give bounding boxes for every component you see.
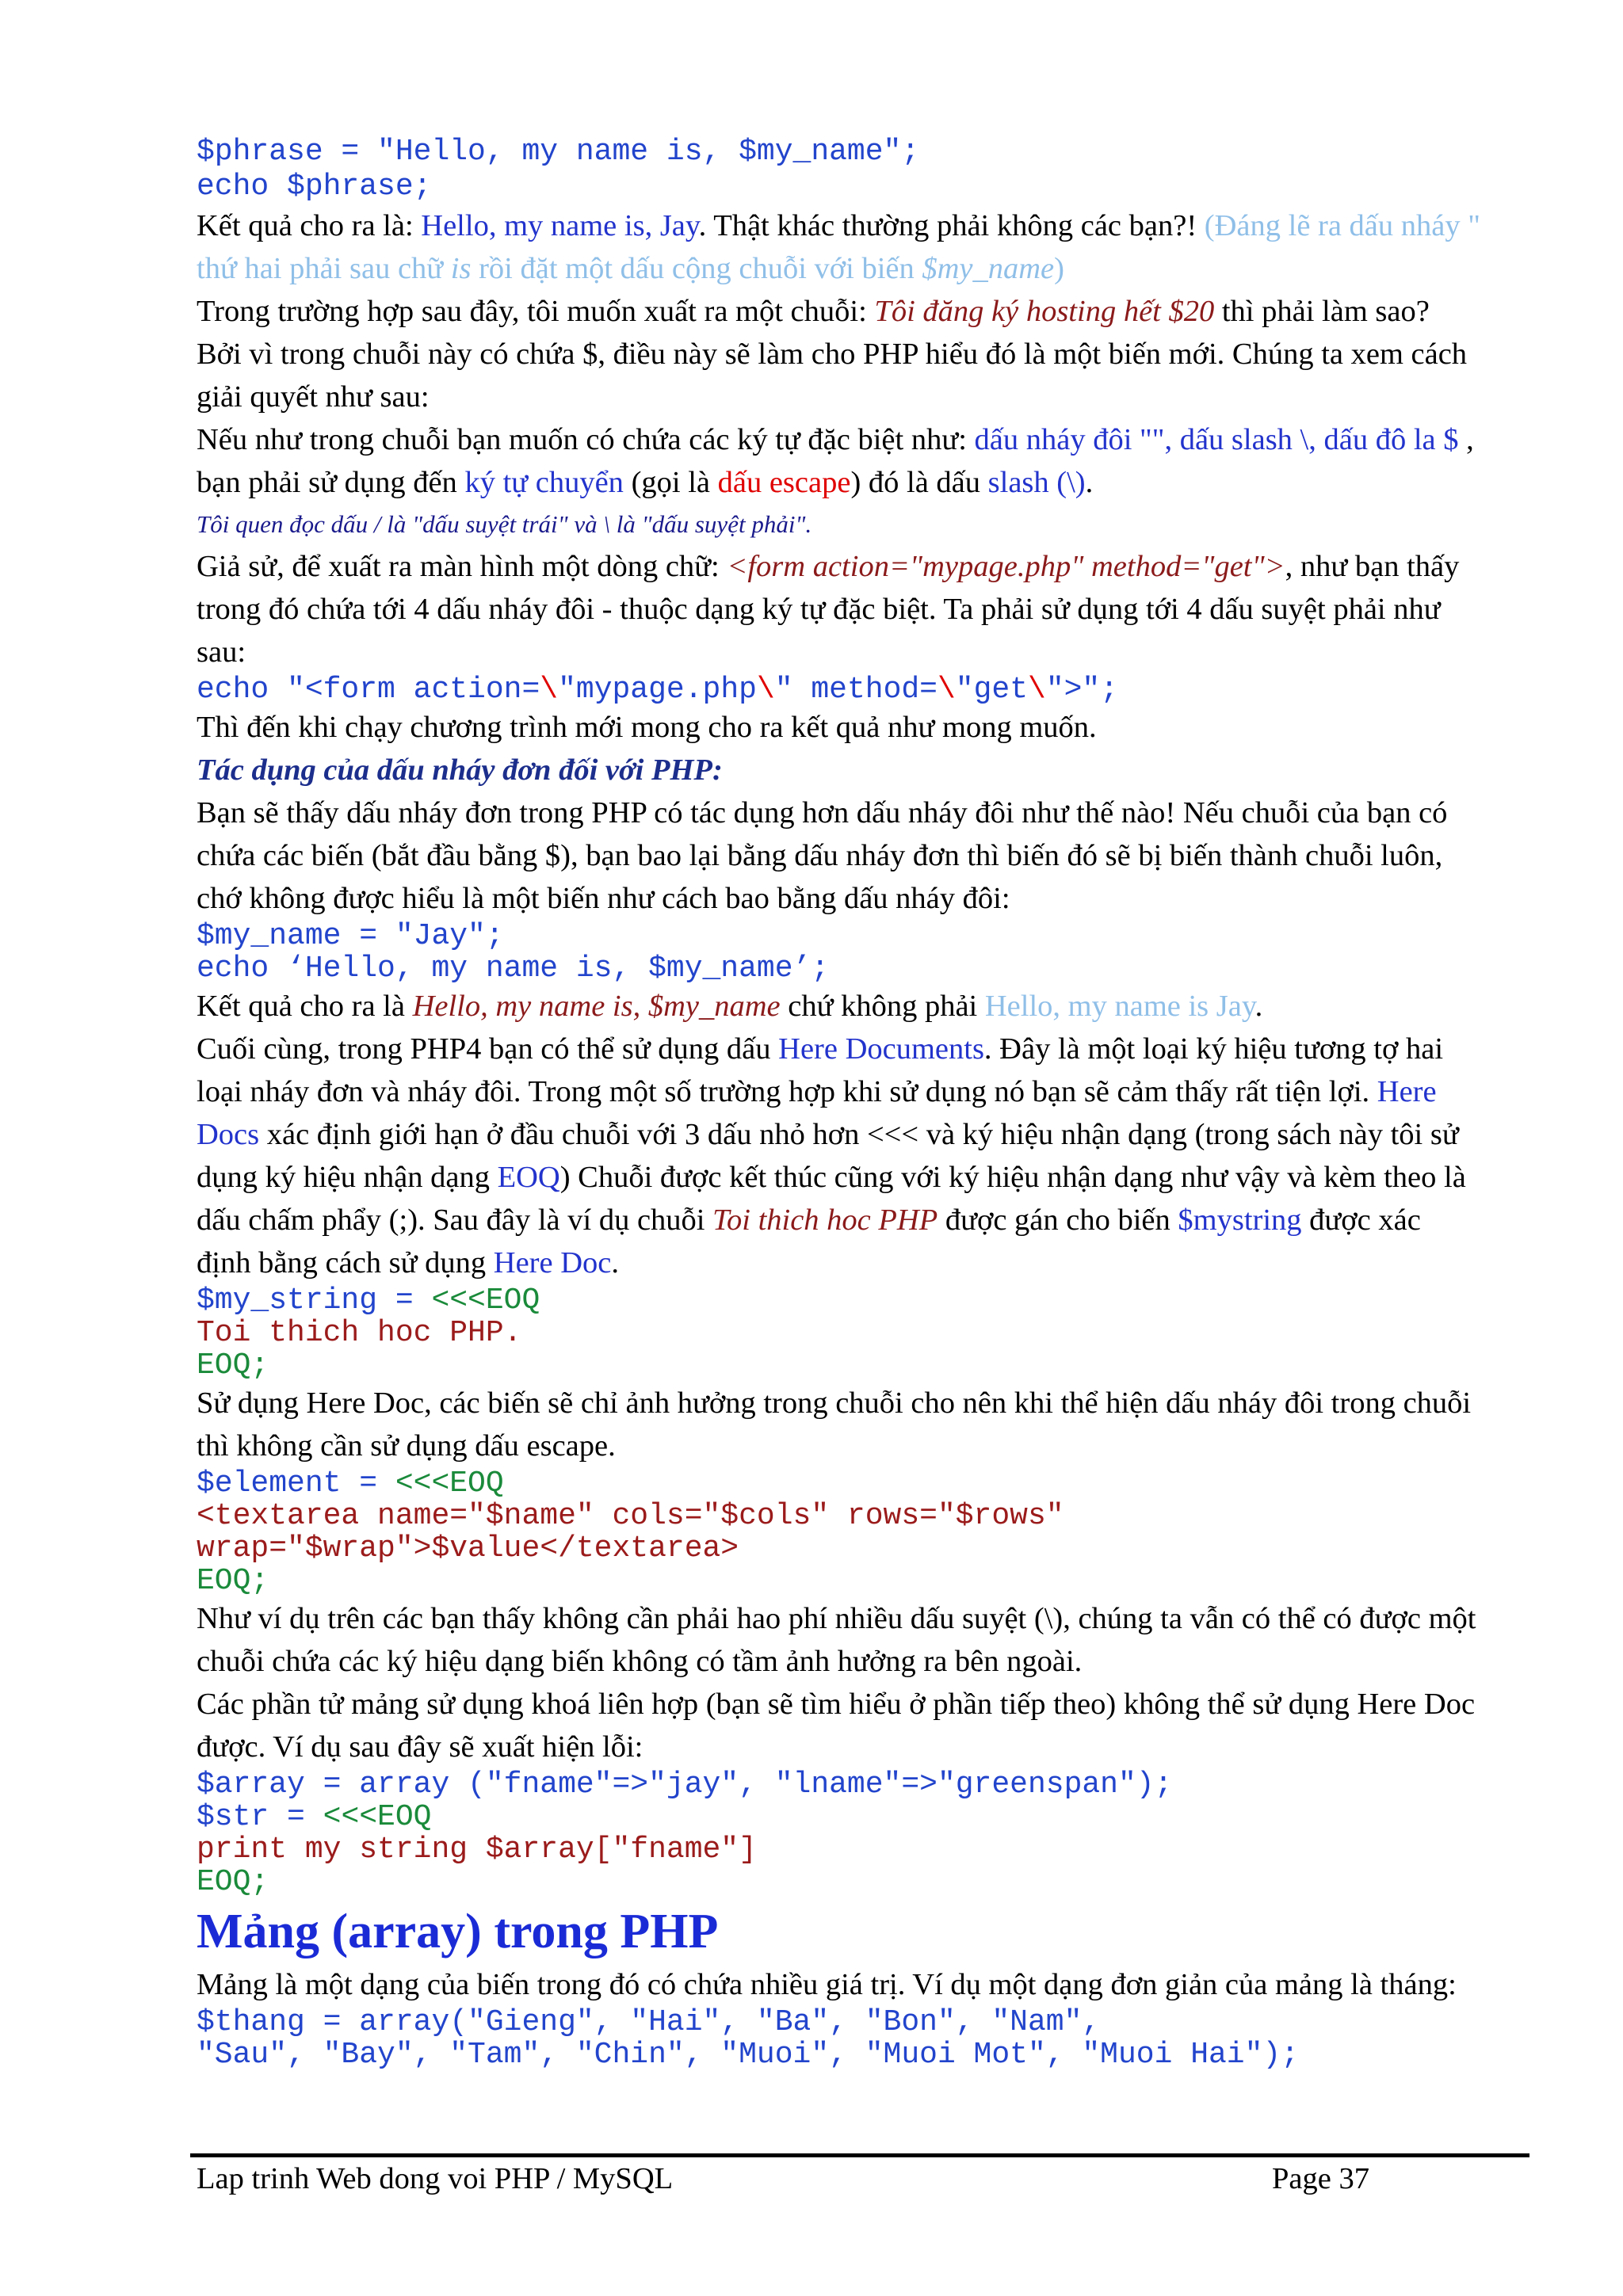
code-line: echo $phrase; — [197, 170, 432, 204]
code-block-single-quote — [197, 920, 1480, 985]
footer-divider — [190, 2153, 1529, 2157]
paragraph-heredoc-error: Các phần tử mảng sử dụng khoá liên hợp (bạn sẽ tìm hiểu ở phần tiếp theo) không thể sử dụng Here Doc được. Ví dụ sau đây sẽ xuất hiện lỗi: — [197, 1688, 1476, 1764]
paragraph-form-example: Giả sử, để xuất ra màn hình một dòng chữ: <form action="mypage.php" method="get">, như bạn thấy trong đó chứa tới 4 dấu nháy đôi - thuộc dạng ký tự đặc biệt. Ta phải sử dụng tới 4 dấu suyệt phải như sau: — [197, 550, 1460, 669]
code-block-heredoc-textarea: $element = <<<EOQ <textarea name="$name" cols="$cols" rows="$rows" wrap="$wrap">$value</textarea> EOQ; — [197, 1466, 1064, 1598]
section-heading-array: Mảng (array) trong PHP — [197, 1905, 719, 1958]
paragraph-heredoc-benefit: Như ví dụ trên các bạn thấy không cần phải hao phí nhiều dấu suyệt (\), chúng ta vẫn có thể có được một chuỗi chứa các ký hiệu dạng biến không có tầm ảnh hưởng ra bên ngoài. — [197, 1602, 1476, 1678]
code-block-phrase — [197, 135, 1480, 204]
paragraph-result-single: Kết quả cho ra là Hello, my name is, $my_name chứ không phải Hello, my name is Jay. — [197, 990, 1263, 1023]
code-line: $thang = array("Gieng", "Hai", "Ba", "Bon", "Nam", — [197, 2005, 1101, 2039]
example-string: Tôi đăng ký hosting hết $20 — [874, 295, 1215, 328]
paragraph-result-hello: Kết quả cho ra là: Hello, my name is, Jay. Thật khác thường phải không các bạn?! (Đáng lẽ ra dấu nháy " thứ hai phải sau chữ is rồi đặt một dấu cộng chuỗi với biến $my_name) — [197, 209, 1480, 285]
paragraph-array-intro: Mảng là một dạng của biến trong đó có chứa nhiều giá trị. Ví dụ một dạng đơn giản của mảng là tháng: — [197, 1968, 1457, 2001]
paragraph-result-wish: Thì đến khi chạy chương trình mới mong cho ra kết quả như mong muốn. — [197, 711, 1097, 744]
code-line: echo ‘Hello, my name is, $my_name’; — [197, 952, 830, 986]
code-line: $phrase = "Hello, my name is, $my_name"; — [197, 135, 920, 169]
paragraph-heredoc-usage: Sử dụng Here Doc, các biến sẽ chỉ ảnh hưởng trong chuỗi cho nên khi thể hiện dấu nháy đôi trong chuỗi thì không cần sử dụng dấu escape. — [197, 1386, 1472, 1463]
paragraph-hosting: Trong trường hợp sau đây, tôi muốn xuất ra một chuỗi: Tôi đăng ký hosting hết $20 thì phải làm sao? Bởi vì trong chuỗi này có chứa $, điều này sẽ làm cho PHP hiểu đó là một biến mới. Chúng ta xem cách giải quyết như sau: — [197, 295, 1468, 414]
escape-term: dấu escape — [717, 466, 851, 499]
code-block-heredoc-error: $array = array ("fname"=>"jay", "lname"=>"greenspan"); $str = <<<EOQ print my string $array["fname"] EOQ; — [197, 1768, 1173, 1899]
paragraph-escape: Nếu như trong chuỗi bạn muốn có chứa các ký tự đặc biệt như: dấu nháy đôi "", dấu slash \, dấu đô la $ , bạn phải sử dụng đến ký tự chuyển (gọi là dấu escape) đó là dấu slash (\). — [197, 423, 1474, 499]
form-tag-example: <form action="mypage.php" method="get"> — [727, 550, 1285, 583]
paragraph-here-doc: Cuối cùng, trong PHP4 bạn có thể sử dụng dấu Here Documents. Đây là một loại ký hiệu tương tợ hai loại nháy đơn và nháy đôi. Trong một số trường hợp khi sử dụng nó bạn sẽ cảm thấy rất tiện lợi. Here Docs xác định giới hạn ở đầu chuỗi với 3 dấu nhỏ hơn <<< và ký hiệu nhận dạng (trong sách này tôi sử dụng ký hiệu nhận dạng EOQ) Chuỗi được kết thúc cũng với ký hiệu nhận dạng như vậy và kèm theo là dấu chấm phẩy (;). Sau đây là ví dụ chuỗi Toi thich hoc PHP được gán cho biến $mystring được xác định bằng cách sử dụng Here Doc. — [197, 1032, 1466, 1280]
code-line: "Sau", "Bay", "Tam", "Chin", "Muoi", "Muoi Mot", "Muoi Hai"); — [197, 2038, 1300, 2072]
subheading-single-quote: Tác dụng của dấu nháy đơn đối với PHP: — [197, 753, 723, 787]
code-line: $my_name = "Jay"; — [197, 919, 504, 953]
aside-note: (Đáng lẽ ra dấu nháy " thứ hai phải sau chữ is rồi đặt một dấu cộng chuỗi với biến $my_name) — [197, 209, 1480, 285]
paragraph-single-quote: Bạn sẽ thấy dấu nháy đơn trong PHP có tác dụng hơn dấu nháy đôi như thế nào! Nếu chuỗi của bạn có chứa các biến (bắt đầu bằng $), bạn bao lại bằng dấu nháy đơn thì biến đó sẽ bị biến thành chuỗi luôn, chớ không được hiểu là một biến như cách bao bằng dấu nháy đôi: — [197, 796, 1448, 915]
code-block-echo-form: echo "<form action=\"mypage.php\" method=\"get\">"; — [197, 673, 1119, 707]
slash-note: Tôi quen đọc dấu / là "dấu suyệt trái" và \ là "dấu suyệt phải". — [197, 510, 812, 538]
output-text: Hello, my name is, Jay — [421, 209, 699, 242]
code-block-array-months — [197, 2006, 1480, 2071]
page-number: Page 37 — [1272, 2162, 1369, 2195]
code-block-heredoc-string: $my_string = <<<EOQ Toi thich hoc PHP. EOQ; — [197, 1283, 540, 1383]
footer-title: Lap trinh Web dong voi PHP / MySQL — [197, 2162, 674, 2195]
document-page — [197, 135, 1480, 2071]
